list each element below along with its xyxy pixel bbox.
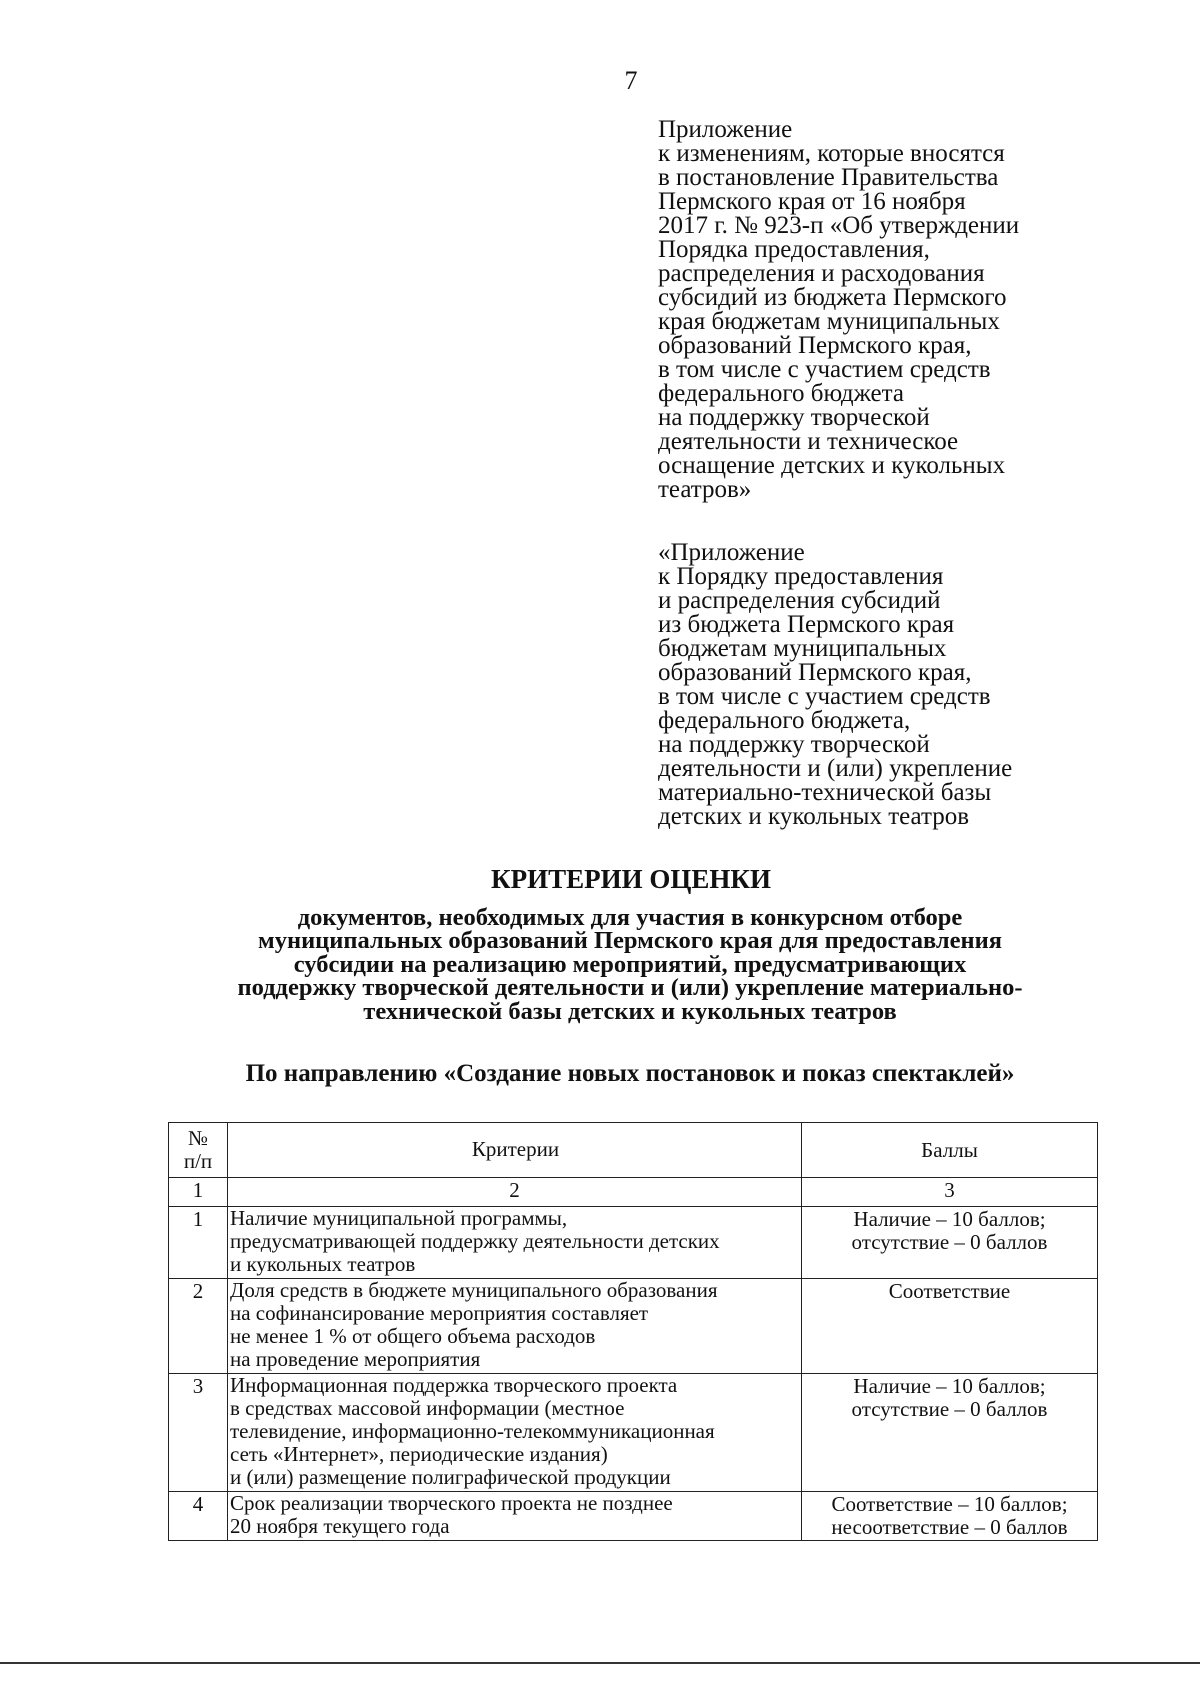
header-score: Баллы xyxy=(802,1123,1098,1178)
appendix-line: 2017 г. № 923-п «Об утверждении xyxy=(658,212,1020,239)
row-criteria xyxy=(228,1374,802,1492)
criteria-line: сеть «Интернет», периодические издания) xyxy=(230,1442,608,1466)
score-line: Соответствие xyxy=(888,1279,1011,1303)
index-cell: 2 xyxy=(228,1178,802,1207)
criteria-line: на софинансирование мероприятия составляет xyxy=(230,1301,649,1325)
row-num: 1 xyxy=(169,1207,228,1279)
scan-bottom-edge xyxy=(0,1662,1200,1664)
appendix-line: бюджетам муниципальных xyxy=(658,635,947,662)
subtitle-line: технической базы детских и кукольных театров xyxy=(363,997,897,1025)
row-num: 2 xyxy=(169,1279,228,1374)
subtitle-line: субсидии на реализацию мероприятий, предусматривающих xyxy=(293,950,967,978)
document-title: КРИТЕРИИ ОЦЕНКИ xyxy=(491,864,771,894)
criteria-table xyxy=(168,1122,1098,1541)
appendix-line: на поддержку творческой xyxy=(658,404,930,431)
criteria-line: на проведение мероприятия xyxy=(230,1347,481,1371)
table-index-row xyxy=(169,1178,1098,1207)
criteria-line: и (или) размещение полиграфической продукции xyxy=(230,1465,671,1489)
table-row xyxy=(169,1279,1098,1374)
criteria-line: и кукольных театров xyxy=(230,1252,416,1276)
criteria-line: Наличие муниципальной программы, xyxy=(230,1206,568,1230)
table-row xyxy=(169,1374,1098,1492)
row-score xyxy=(802,1492,1098,1541)
table-row xyxy=(169,1492,1098,1541)
appendix-line: к изменениям, которые вносятся xyxy=(658,140,1005,167)
subtitle-line: документов, необходимых для участия в конкурсном отборе xyxy=(297,904,963,931)
subtitle-line: поддержку творческой деятельности и (или) укрепление материально- xyxy=(237,974,1023,1002)
criteria-line: Информационная поддержка творческого проекта xyxy=(230,1373,678,1397)
criteria-line: в средствах массовой информации (местное xyxy=(230,1396,625,1420)
header-num xyxy=(169,1123,228,1178)
appendix-line: субсидий из бюджета Пермского xyxy=(658,284,1007,311)
table-header-row xyxy=(169,1123,1098,1178)
row-criteria xyxy=(228,1279,802,1374)
appendix-line: материально-технической базы xyxy=(658,779,992,806)
appendix-line: к Порядку предоставления xyxy=(658,563,944,590)
row-criteria xyxy=(228,1492,802,1541)
header-num-line: № xyxy=(187,1126,209,1150)
score-line: отсутствие – 0 баллов xyxy=(851,1397,1048,1421)
subtitle-line: муниципальных образований Пермского края для предоставления xyxy=(258,927,1002,955)
appendix-line: федерального бюджета xyxy=(658,380,904,407)
appendix-line: Порядка предоставления, xyxy=(658,236,930,263)
table-row xyxy=(169,1207,1098,1279)
appendix-line: оснащение детских и кукольных xyxy=(658,452,1006,479)
appendix-line: в том числе с участием средств xyxy=(658,356,991,383)
row-score xyxy=(802,1279,1098,1374)
appendix-line: деятельности и (или) укрепление xyxy=(658,755,1013,782)
score-line: отсутствие – 0 баллов xyxy=(851,1230,1048,1254)
criteria-line: телевидение, информационно-телекоммуникационная xyxy=(230,1419,715,1443)
criteria-line: Доля средств в бюджете муниципального образования xyxy=(230,1278,718,1302)
appendix-line: Пермского края от 16 ноября xyxy=(658,188,966,215)
appendix-line: из бюджета Пермского края xyxy=(658,611,955,638)
index-cell: 1 xyxy=(169,1178,228,1207)
appendix-line: детских и кукольных театров xyxy=(658,803,969,830)
header-criteria: Критерии xyxy=(228,1123,802,1178)
appendix-line: края бюджетам муниципальных xyxy=(658,308,1000,335)
appendix-line: образований Пермского края, xyxy=(658,332,972,359)
order-appendix-note xyxy=(658,541,1128,829)
appendix-line: в постановление Правительства xyxy=(658,164,999,191)
score-line: Наличие – 10 баллов; xyxy=(853,1374,1046,1398)
page-number: 7 xyxy=(624,66,638,95)
score-line: Наличие – 10 баллов; xyxy=(853,1207,1046,1231)
row-criteria xyxy=(228,1207,802,1279)
header-num-line: п/п xyxy=(183,1149,213,1173)
appendix-line: на поддержку творческой xyxy=(658,731,930,758)
row-num: 3 xyxy=(169,1374,228,1492)
appendix-line: распределения и расходования xyxy=(658,260,985,287)
criteria-line: Срок реализации творческого проекта не позднее xyxy=(230,1491,673,1515)
document-subtitle xyxy=(160,906,1100,1023)
criteria-line: предусматривающей поддержку деятельности детских xyxy=(230,1229,720,1253)
score-line: несоответствие – 0 баллов xyxy=(831,1515,1068,1539)
direction-heading: По направлению «Создание новых постановок и показ спектаклей» xyxy=(245,1060,1015,1087)
appendix-line: Приложение xyxy=(658,116,793,143)
appendix-line: деятельности и техническое xyxy=(658,428,959,455)
criteria-line: 20 ноября текущего года xyxy=(230,1514,450,1538)
appendix-line: театров» xyxy=(658,476,752,503)
index-cell: 3 xyxy=(802,1178,1098,1207)
appendix-line: в том числе с участием средств xyxy=(658,683,991,710)
appendix-line: федерального бюджета, xyxy=(658,707,911,734)
row-num: 4 xyxy=(169,1492,228,1541)
appendix-line: «Приложение xyxy=(658,539,805,566)
score-line: Соответствие – 10 баллов; xyxy=(831,1492,1068,1516)
appendix-line: и распределения субсидий xyxy=(658,587,941,614)
row-score xyxy=(802,1207,1098,1279)
appendix-note xyxy=(658,118,1128,502)
appendix-line: образований Пермского края, xyxy=(658,659,972,686)
row-score xyxy=(802,1374,1098,1492)
criteria-line: не менее 1 % от общего объема расходов xyxy=(230,1324,596,1348)
